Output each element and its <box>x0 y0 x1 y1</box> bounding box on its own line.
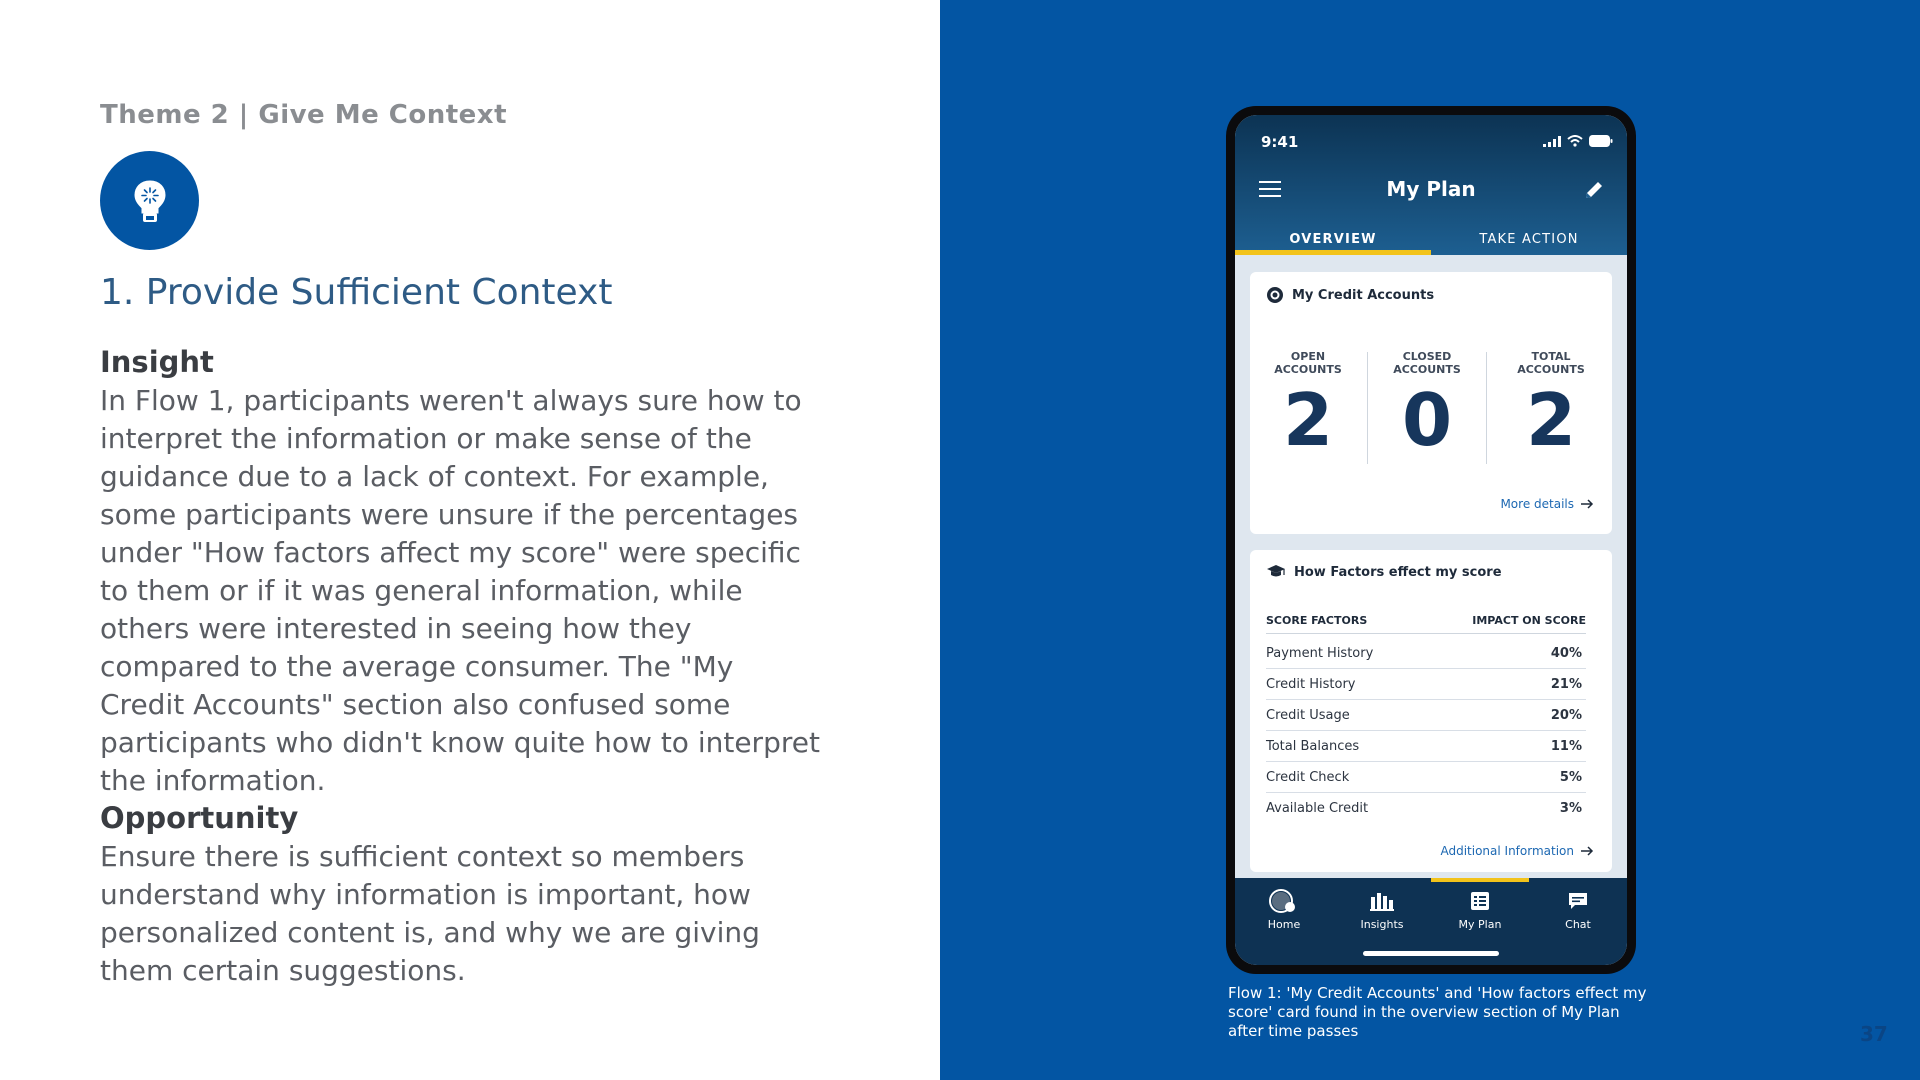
page-number: 37 <box>1860 1022 1888 1046</box>
nav-label: Home <box>1267 918 1301 931</box>
stat-value: 2 <box>1525 378 1577 462</box>
nav-label: Chat <box>1565 918 1591 931</box>
credit-accounts-heading: My Credit Accounts <box>1292 287 1435 303</box>
app-header <box>1235 115 1627 255</box>
chat-icon <box>1567 891 1589 911</box>
stat-value: 2 <box>1282 378 1334 462</box>
app-title: My Plan <box>1386 177 1476 201</box>
factor-name: Credit Usage <box>1266 707 1350 723</box>
factor-value: 20% <box>1550 707 1582 723</box>
credit-accounts-header <box>1266 286 1434 304</box>
home-icon <box>1268 888 1300 914</box>
bar-chart-icon <box>1370 891 1394 911</box>
tab-overview[interactable]: OVERVIEW <box>1289 232 1377 247</box>
stat-label-line1: TOTAL <box>1531 350 1571 363</box>
additional-information-label: Additional Information <box>1440 844 1574 858</box>
factors-table-header <box>1266 614 1586 634</box>
lightbulb-icon <box>130 177 170 225</box>
nav-insights[interactable] <box>1333 888 1431 931</box>
factor-name: Credit History <box>1266 676 1356 692</box>
factor-value: 5% <box>1559 769 1582 785</box>
factor-value: 21% <box>1550 676 1582 692</box>
stat-label-line1: OPEN <box>1290 350 1326 363</box>
nav-my-plan[interactable] <box>1431 888 1529 931</box>
signal-icon <box>1543 136 1561 147</box>
edit-pencil-icon[interactable] <box>1583 179 1605 201</box>
coins-icon <box>1266 286 1284 304</box>
phone-screen <box>1235 115 1627 965</box>
insight-heading: Insight <box>100 345 214 379</box>
status-icons <box>1543 135 1613 147</box>
table-row <box>1266 793 1586 824</box>
stat-divider <box>1367 352 1368 464</box>
theme-label: Theme 2 | Give Me Context <box>100 100 508 130</box>
factor-value: 40% <box>1550 645 1582 661</box>
stat-total-accounts <box>1496 350 1606 460</box>
factor-name: Total Balances <box>1266 738 1360 754</box>
credit-accounts-card <box>1250 272 1612 534</box>
opportunity-heading: Opportunity <box>100 801 299 835</box>
factor-value: 3% <box>1559 801 1582 816</box>
battery-icon <box>1589 135 1613 147</box>
table-row <box>1266 731 1586 762</box>
stat-label-line2: ACCOUNTS <box>1517 363 1585 376</box>
stat-value: 0 <box>1401 378 1453 462</box>
arrow-right-icon <box>1580 499 1594 509</box>
opportunity-body: Ensure there is sufficient context so members understand why information is important, how personalized content is, and why we are giving them certain suggestions. <box>100 840 760 987</box>
phone-mockup <box>1226 106 1636 974</box>
factor-value: 11% <box>1550 738 1582 754</box>
figure-caption: Flow 1: 'My Credit Accounts' and 'How factors effect my score' card found in the overview section of My Plan after time passes <box>1228 984 1647 1040</box>
col-score-factors: SCORE FACTORS <box>1266 614 1368 627</box>
table-row <box>1266 700 1586 731</box>
score-factors-heading: How Factors effect my score <box>1294 564 1502 580</box>
nav-label: Insights <box>1360 918 1404 931</box>
table-row <box>1266 638 1586 669</box>
left-panel <box>0 0 940 1080</box>
factor-name: Available Credit <box>1266 801 1369 816</box>
more-details-link[interactable] <box>1500 497 1594 511</box>
bottom-nav <box>1235 878 1627 965</box>
status-time: 9:41 <box>1261 133 1299 151</box>
plan-icon <box>1470 891 1490 911</box>
score-factors-header <box>1266 564 1502 580</box>
nav-active-indicator <box>1431 878 1529 882</box>
factor-name: Credit Check <box>1266 769 1350 785</box>
factor-name: Payment History <box>1266 645 1374 661</box>
nav-home[interactable] <box>1235 888 1333 931</box>
graduation-cap-icon <box>1266 564 1286 580</box>
home-indicator-bar <box>1363 951 1499 956</box>
factors-table-body <box>1266 638 1586 824</box>
nav-chat[interactable] <box>1529 888 1627 931</box>
wifi-icon <box>1567 135 1583 147</box>
more-details-label: More details <box>1500 497 1574 511</box>
tab-active-indicator <box>1235 250 1431 255</box>
lightbulb-badge <box>100 151 199 250</box>
stat-label-line1: CLOSED <box>1402 350 1452 363</box>
arrow-right-icon <box>1580 846 1594 856</box>
tab-take-action[interactable]: TAKE ACTION <box>1479 232 1579 247</box>
score-factors-card <box>1250 550 1612 872</box>
stat-open-accounts <box>1253 350 1363 460</box>
stat-label-line2: ACCOUNTS <box>1393 363 1461 376</box>
insight-body: In Flow 1, participants weren't always sure how to interpret the information or make sense of the guidance due to a lack of context. For example, some participants were unsure if the percentages under "How factors affect my score" were specific to them or if it was general information, while others were interested in seeing how they compared to the average consumer. The "My Credit Accounts" section also confused some participants who didn't know quite how to interpret the information. <box>100 384 820 797</box>
table-row <box>1266 762 1586 793</box>
stat-label-line2: ACCOUNTS <box>1274 363 1342 376</box>
section-title: 1. Provide Sufficient Context <box>100 272 613 313</box>
table-row <box>1266 669 1586 700</box>
right-panel <box>940 0 1920 1080</box>
stat-divider <box>1486 352 1487 464</box>
col-impact-on-score: IMPACT ON SCORE <box>1472 614 1586 627</box>
additional-information-link[interactable] <box>1440 844 1594 858</box>
stat-closed-accounts <box>1372 350 1482 460</box>
nav-label: My Plan <box>1458 918 1502 931</box>
